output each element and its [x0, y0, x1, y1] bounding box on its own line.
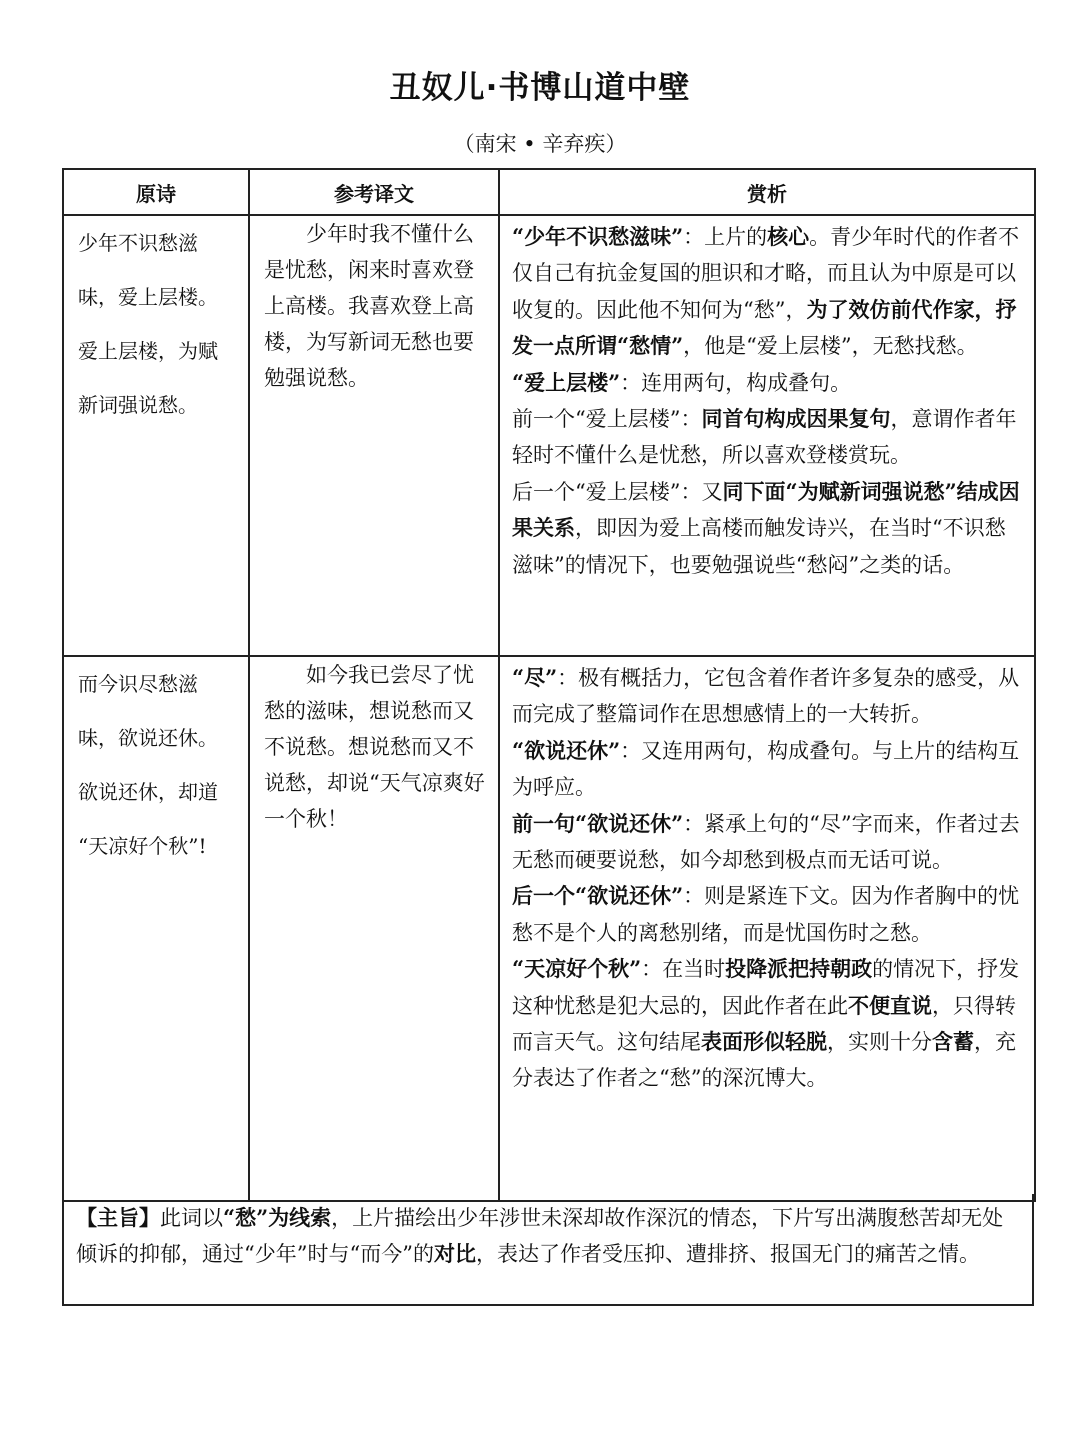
- poem-table: [62, 168, 1036, 1202]
- emphasis-text: “愁”为线索: [223, 1205, 332, 1230]
- table-row: [63, 656, 1035, 1201]
- body-text: ，充分表达了作者之“愁”的深沉博大。: [512, 1030, 1016, 1091]
- body-text: ，上片描绘出少年涉世未深却故作深沉的情态，下片写出满腹愁苦却无处倾诉的抑郁，通过“少年”时与“而今”的: [76, 1206, 1004, 1266]
- original-line: 而今识尽愁滋: [78, 672, 198, 696]
- emphasis-text: 前一句“欲说还休”: [512, 810, 684, 836]
- translation-text: 如今我已尝尽了忧愁的滋味，想说愁而又不说愁。想说愁而又不说愁，却说“天气凉爽好一个秋！: [264, 663, 485, 831]
- body-text: ：又连用两句，构成叠句。与上片的结构互为呼应。: [512, 738, 1020, 800]
- analysis-paragraph: [512, 951, 1024, 1097]
- emphasis-text: “少年不识愁滋味”: [512, 224, 684, 249]
- table-header-row: [63, 169, 1035, 215]
- body-text: ：连用两句，构成叠句。: [620, 370, 852, 395]
- body-text: ：在当时: [641, 957, 726, 982]
- translation-text: 少年时我不懂什么是忧愁，闲来时喜欢登上高楼。我喜欢登上高楼，为写新词无愁也要勉强说愁。: [264, 222, 474, 390]
- body-text: 。青少年时代的作者不仅自己有抗金复国的胆识和才略，而且认为中原是可以收复的。因此他不知何为“愁”，: [512, 225, 1020, 322]
- emphasis-text: “天凉好个秋”: [512, 956, 642, 982]
- body-text: ，实则十分: [827, 1030, 932, 1055]
- emphasis-text: “欲说还休”: [512, 737, 621, 763]
- analysis-paragraph: [512, 219, 1024, 365]
- analysis-paragraph: [512, 660, 1024, 733]
- emphasis-text: 表面形似轻脱: [701, 1029, 827, 1055]
- emphasis-text: 含蓄: [932, 1029, 974, 1055]
- body-text: ，意谓作者年轻时不懂什么是忧愁，所以喜欢登楼赏玩。: [512, 407, 1017, 468]
- body-text: ，即因为爱上高楼而触发诗兴，在当时“不识愁滋味”的情况下，也要勉强说些“愁闷”之类的话。: [512, 516, 1006, 577]
- body-text: ，只得转而言天气。这句结尾: [512, 993, 1016, 1055]
- original-line: “天凉好个秋”!: [78, 834, 207, 858]
- emphasis-text: “爱上层楼”: [512, 369, 621, 395]
- body-text: ：紧承上句的“尽”字而来，作者过去无愁而硬要说愁，如今却愁到极点而无话可说。: [512, 811, 1020, 873]
- document-title: 丑奴儿·书博山道中壁: [389, 70, 691, 106]
- emphasis-text: 不便直说: [848, 992, 932, 1018]
- body-text: 后一个“爱上层楼”：又: [512, 479, 723, 504]
- original-line: 新词强说愁。: [78, 393, 198, 417]
- emphasis-text: 【主旨】: [76, 1205, 160, 1230]
- analysis-paragraph: [512, 401, 1024, 474]
- original-line: 欲说还休，却道: [78, 780, 218, 804]
- emphasis-text: 同下面“为赋新词强说愁”结成因果关系: [512, 478, 1020, 541]
- translation-cell: [249, 656, 499, 1201]
- table-row: [63, 215, 1035, 656]
- author-line: （南宋 • 辛弃疾）: [453, 132, 627, 156]
- original-line: 味，欲说还休。: [78, 726, 218, 750]
- body-text: ：上片的: [683, 225, 768, 249]
- original-line: 少年不识愁滋: [78, 231, 198, 255]
- body-text: 的情况下，抒发这种忧愁是犯大忌的，因此作者在此: [512, 957, 1020, 1018]
- emphasis-text: 核心: [767, 224, 810, 249]
- emphasis-text: 对比: [433, 1241, 476, 1266]
- body-text: 前一个“爱上层楼”：: [512, 407, 702, 432]
- summary-box: [62, 1194, 1034, 1306]
- analysis-paragraph: [512, 878, 1024, 951]
- header-analysis: 赏析: [499, 169, 1035, 215]
- analysis-paragraph: [512, 365, 1024, 401]
- analysis-paragraph: [512, 474, 1024, 583]
- emphasis-text: 后一个“欲说还休”: [512, 883, 684, 909]
- original-cell: [63, 215, 249, 656]
- body-text: ，他是“爱上层楼”，无愁找愁。: [683, 334, 978, 359]
- body-text: 此词以: [160, 1206, 223, 1230]
- original-line: 味，爱上层楼。: [78, 285, 218, 309]
- original-cell: [63, 656, 249, 1201]
- body-text: ，表达了作者受压抑、遭排挤、报国无门的痛苦之情。: [475, 1242, 980, 1266]
- emphasis-text: “尽”: [512, 665, 558, 690]
- analysis-cell: [499, 656, 1035, 1201]
- analysis-paragraph: [512, 733, 1024, 806]
- analysis-paragraph: [512, 806, 1024, 879]
- emphasis-text: 投降派把持朝政: [725, 956, 873, 982]
- emphasis-text: 同首句构成因果复句: [701, 406, 891, 432]
- analysis-cell: [499, 215, 1035, 656]
- body-text: ：则是紧连下文。因为作者胸中的忧愁不是个人的离愁别绪，而是忧国伤时之愁。: [512, 884, 1020, 945]
- original-line: 爱上层楼，为赋: [78, 339, 218, 363]
- header-translation: 参考译文: [249, 169, 499, 215]
- header-original: 原诗: [63, 169, 249, 215]
- translation-cell: [249, 215, 499, 656]
- emphasis-text: 为了效仿前代作家，抒发一点所谓“愁情”: [512, 296, 1017, 359]
- body-text: ：极有概括力，它包含着作者许多复杂的感受，从而完成了整篇词作在思想感情上的一大转折。: [512, 666, 1020, 727]
